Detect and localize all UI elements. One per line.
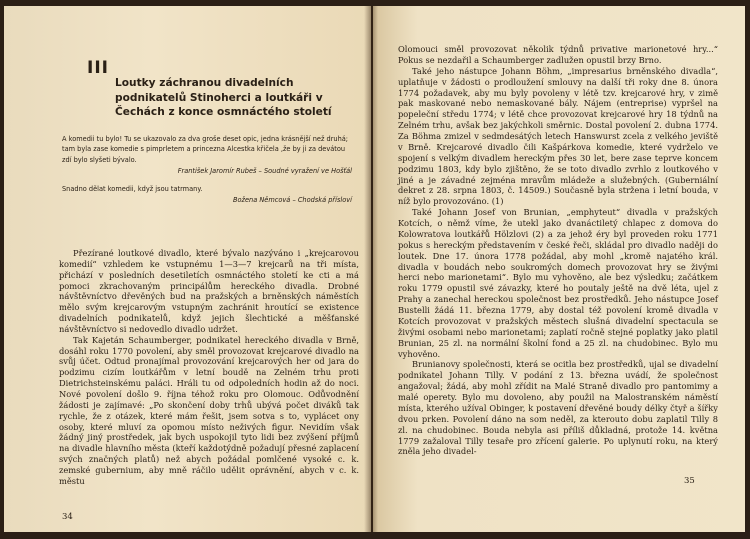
chapter-number: III <box>87 58 109 78</box>
epigraph-text: A komedii tu bylo! Tu se ukazovalo za dva groše deset opic, jedna krásnější než druhá; tam byla zase komedie s pimprletem a princezna Alcestka křičela ‚že by ji za devátou zdí bylo slyšeti bývalo. <box>62 135 349 164</box>
page-number: 35 <box>684 476 695 486</box>
paragraph: Také Johann Josef von Brunian, „emphyteut“ divadla v pražských Kotcích, o němž víme, že utekl jako dvanáctiletý chlapec z domova do Kolowratova loutkářů Hölzlovi (2) a za jehož éry byl proveden roku 1771 pokus s hereckým představením v české řeči, skládal pro divadlo naději do loutek. Dne 17. února 1778 požádal, aby mohl „kromě najatého král. divadla v boudách nebo soukromých domech provozovat hry se živými herci nebo marionetami“. Bylo mu vyhověno, ale bez výsledku; začátkem roku 1779 opustil své závazky, které ho poutaly ještě na dvě léta, ujel z Prahy a zanechal hereckou společnost bez prostředků. Jeho nástupce Josef Bustelli žádá 11. března 1779, aby dostal též povolení kromě divadla v Kotcích provozovat v pražských městech slušná divadelní spectacula se živými osobami nebo marionetami; zaplatí ročně stejné poplatky jako platil Brunian, 25 zl. na normální školní fond a 25 zl. na chudobinec. Bylo mu vyhověno. <box>398 207 718 359</box>
right-page <box>373 6 745 532</box>
body-text-right <box>398 44 718 457</box>
page-number: 34 <box>62 512 73 522</box>
paragraph: Také jeho nástupce Johann Böhm, „impresarius brněnského divadla“, uplatňuje v žádosti o prodloužení smlouvy na další tři roky dne 8. února 1774 požadavek, aby mu byly povoleny v létě tzv. krejcarové hry, v zimě pak maskované nebo nemaskované bály. Nájem (entreprise) vypršel na popeleční středu 1774; v létě chce provozovat krejcarové hry 18 týdnů na Zelném trhu, avšak bez jakýchkoli směrnic. Dostal povolení 2. dubna 1774. Za Böhma zmizel v sedmdesátých letech Hanswurst zcela z velkého jeviště v Brně. Krejcarové divadlo čili Kašpárkova komedie, které vydrželo ve spojení s velkým divadlem hereckým přes 30 let, bere zase teprve koncem podzimu 1803, kdy bylo zjištěno, že se toto divadlo zvrhlo z loutkového v jiné a je závadné zejména mravům mládeže a služebných. (Guberniální dekret z 28. srpna 1803, č. 14509.) Současně byla stržena i letní bouda, v níž bylo provozováno. (1) <box>398 65 718 207</box>
chapter-title: Loutky záchranou divadelních podnikatelů Stinoherci a loutkáři v Čechách z konce osmnáctého století <box>115 77 332 118</box>
paragraph: Přezírané loutkové divadlo, které bývalo nazýváno i „krejcarovou komedií“ vzhledem ke vstupnému 1—3—7 krejcarů na tři místa, přichází v posledních desetiletích osmnáctého století ke cti a má pomoci zkrachovaným principálům hereckého divadla. Drobné návštěvníctvo dřevěných bud na pražských a brněnských náměstích mělo svým krejcarovým vstupným zachránit hroutící se existence divadelních podnikatelů, když jejich šlechtické a měšťanské návštěvníctvo si nedovedlo divadlo udržet. <box>59 248 359 334</box>
paragraph: Tak Kajetán Schaumberger, podnikatel hereckého divadla v Brně, dosáhl roku 1770 povolení, aby směl provozovat krejcarové divadlo na svůj účet. Odtud pronajímal provozování krejcarových her od jara do podzimu cizím loutkářům v letní boudě na Zelném trhu proti Dietrichsteinskému paláci. Hráli tu od odpoledních hodin až do noci. Nové povolení došlo 9. října téhož roku pro Olomouc. Odůvodnění žádosti je zajímavé: „Po skončení doby trhů ubývá počet diváků tak rychle, že z otázek, které mám řešit, jsem sotva s to, vyplácet ony osoby, které mluví za opomou místo neživých figur. Nevidím však žádný jiný prostředek, jak bych uspokojil tyto lidi bez zvýšení příjmů na divadle hlavního města (kteří každotýdně požadují přesné zaplacení svých značných platů) než abych požádal pomlčené vysoké c. k. zemské gubernium, aby mně ráčilo udělit oprávnění, abych v c. k. městu <box>59 334 359 486</box>
epigraph-source: Božena Němcová – Chodská přísloví <box>232 196 352 205</box>
paragraph: Brunianovy společnosti, která se ocitla bez prostředků, ujal se divadelní podnikatel Johann Tilly. V podání z 13. března uvádí, že společnost angažoval; žádá, aby mohl zřídit na Malé Straně divadlo pro pantomimy a malé operety. Bylo mu dovoleno, aby použil na Malostranském náměstí místa, kterého užíval Obinger, k postavení dřevěné boudy délky čtyř a šířky dvou prken. Povolení dáno na som neděl, za kterouto dobu zaplatil Tilly 8 zl. na chudobinec. Bouda nebyla asi příliš důkladná, protože 14. května 1779 zažaloval Tilly tesaře pro zřícení galerie. Po uplynutí roku, na který zněla jeho divadel- <box>398 359 718 457</box>
paragraph: Olomouci směl provozovat několik týdnů privative marionetové hry...“ Pokus se nezdařil a Schaumberger zadlužen opustil brzy Brno. <box>398 44 718 65</box>
epigraph-text: Snadno dělat komedii, když jsou tatrmany. <box>62 185 203 194</box>
left-page <box>4 6 371 532</box>
book-gutter <box>364 6 378 532</box>
epigraph-source: František Jaromír Rubeš – Soudné vyražení ve Hošťál <box>177 166 352 175</box>
body-text-left <box>59 248 359 487</box>
epigraphs <box>62 134 352 206</box>
